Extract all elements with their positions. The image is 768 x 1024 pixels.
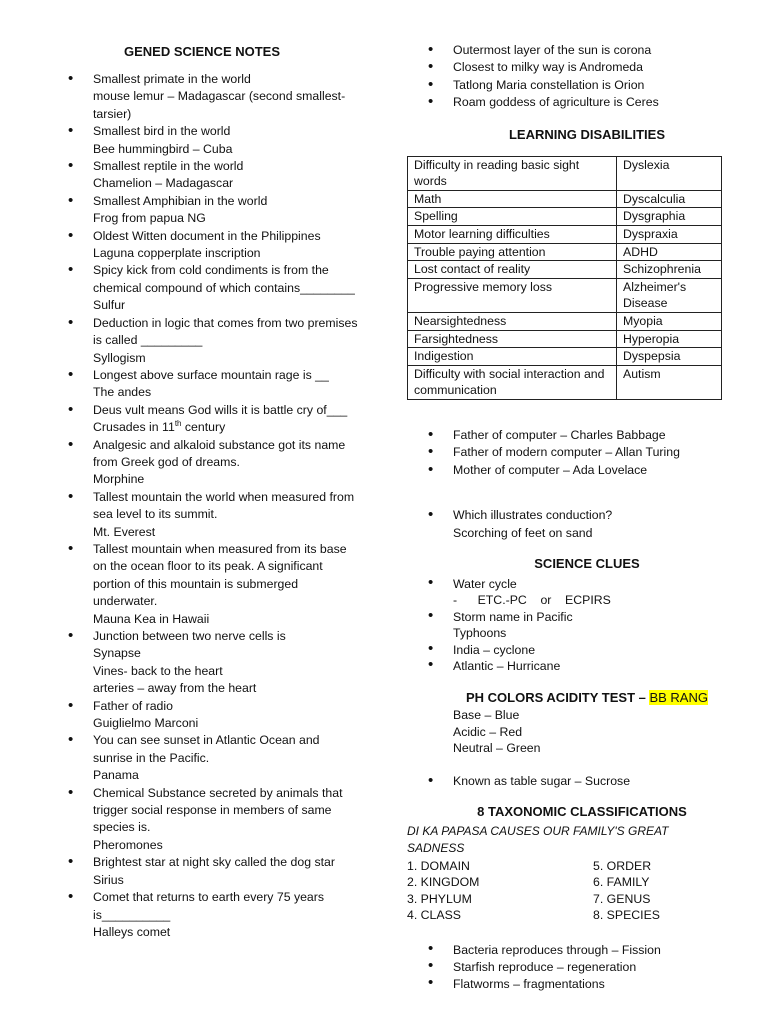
list-item: • Analgesic and alkaloid substance got its name from Greek god of dreams. Morphine xyxy=(62,437,362,489)
notes-list xyxy=(62,71,362,941)
list-item: • Tallest mountain the world when measured from sea level to its summit. Mt. Everest xyxy=(62,489,362,541)
list-item: • Oldest Witten document in the Philippines Laguna copperplate inscription xyxy=(62,228,362,263)
list-item: • Mother of computer – Ada Lovelace xyxy=(422,462,727,479)
astronomy-list xyxy=(422,42,727,112)
table-row: Difficulty with social interaction and communication Autism xyxy=(408,365,722,399)
learning-disabilities-table xyxy=(407,156,722,400)
science-clues-title: SCIENCE CLUES xyxy=(534,555,640,571)
list-item: • Starfish reproduce – regeneration xyxy=(422,959,727,976)
list-item: • Chemical Substance secreted by animals that trigger social response in members of same species is. Pheromones xyxy=(62,785,362,855)
right-column xyxy=(407,0,727,993)
computer-list xyxy=(422,427,727,479)
ph-lines: Base – Blue Acidic – Red Neutral – Green xyxy=(453,708,541,756)
list-item: • Closest to milky way is Andromeda xyxy=(422,59,727,76)
list-item: • India – cyclone xyxy=(422,642,727,658)
list-item: • Father of computer – Charles Babbage xyxy=(422,427,727,444)
list-item: • Tallest mountain when measured from its base on the ocean floor to its peak. A significant portion of this mountain is submerged underwater. Mauna Kea in Hawaii xyxy=(62,541,362,628)
table-row: Progressive memory loss Alzheimer's Disease xyxy=(408,278,722,312)
list-item: • Known as table sugar – Sucrose xyxy=(422,773,727,790)
list-item: • Flatworms – fragmentations xyxy=(422,976,727,993)
ph-colors-title: PH COLORS ACIDITY TEST – BB RANG xyxy=(466,690,708,706)
table-row: Difficulty in reading basic sight words Dyslexia xyxy=(408,156,722,190)
list-item: • Smallest Amphibian in the world Frog from papua NG xyxy=(62,193,362,228)
sugar-list xyxy=(422,773,727,790)
list-item: • Storm name in Pacific Typhoons xyxy=(422,609,727,642)
list-item: • Roam goddess of agriculture is Ceres xyxy=(422,94,727,111)
list-item: • Atlantic – Hurricane xyxy=(422,658,727,674)
table-row: Farsightedness Hyperopia xyxy=(408,330,722,348)
list-item: • Smallest bird in the world Bee hummingbird – Cuba xyxy=(62,123,362,158)
page-title: GENED SCIENCE NOTES xyxy=(123,44,281,59)
table-row: Math Dyscalculia xyxy=(408,190,722,208)
list-item: • Spicy kick from cold condiments is from the chemical compound of which contains________ Sulfur xyxy=(62,262,362,314)
list-item: • Bacteria reproduces through – Fission xyxy=(422,942,727,959)
list-item: • Deduction in logic that comes from two premises is called _________ Syllogism xyxy=(62,315,362,367)
table-row: Trouble paying attention ADHD xyxy=(408,243,722,261)
taxonomic-title: 8 TAXONOMIC CLASSIFICATIONS xyxy=(477,804,687,820)
list-item: • Tatlong Maria constellation is Orion xyxy=(422,77,727,94)
taxonomic-grid: 1. DOMAIN 5. ORDER 2. KINGDOM 6. FAMILY 3. PHYLUM 7. GENUS 4. CLASS 8. SPECIES xyxy=(407,858,660,923)
list-item: • Brightest star at night sky called the dog star Sirius xyxy=(62,854,362,889)
list-item: • Smallest reptile in the world Chamelion – Madagascar xyxy=(62,158,362,193)
science-clues-list xyxy=(422,576,727,674)
list-item: • Junction between two nerve cells is Synapse Vines- back to the heart arteries – away from the heart xyxy=(62,628,362,698)
list-item: • Water cycle - ETC.-PC or ECPIRS xyxy=(422,576,727,609)
list-item: • Which illustrates conduction? Scorching of feet on sand xyxy=(422,507,727,542)
taxonomic-mnemonic: DI KA PAPASA CAUSES OUR FAMILY'S GREAT SADNESS xyxy=(407,824,669,856)
left-column xyxy=(62,0,362,941)
list-item: • Comet that returns to earth every 75 years is__________ Halleys comet xyxy=(62,889,362,941)
table-row: Indigestion Dyspepsia xyxy=(408,348,722,366)
list-item: • Father of radio Guiglielmo Marconi xyxy=(62,698,362,733)
list-item: • Deus vult means God wills it is battle cry of___ Crusades in 11th century xyxy=(62,402,362,437)
list-item: • Smallest primate in the world mouse lemur – Madagascar (second smallest-tarsier) xyxy=(62,71,362,123)
learning-disabilities-title: LEARNING DISABILITIES xyxy=(508,126,665,142)
conduction-list xyxy=(422,507,727,542)
table-row: Spelling Dysgraphia xyxy=(408,208,722,226)
table-row: Nearsightedness Myopia xyxy=(408,312,722,330)
table-row: Motor learning difficulties Dyspraxia xyxy=(408,226,722,244)
list-item: • You can see sunset in Atlantic Ocean and sunrise in the Pacific. Panama xyxy=(62,732,362,784)
list-item: • Longest above surface mountain rage is __ The andes xyxy=(62,367,362,402)
list-item: • Father of modern computer – Allan Turing xyxy=(422,444,727,461)
list-item: • Outermost layer of the sun is corona xyxy=(422,42,727,59)
table-row: Lost contact of reality Schizophrenia xyxy=(408,261,722,279)
reproduction-list xyxy=(422,942,727,992)
highlight-mark: BB RANG xyxy=(649,690,708,706)
